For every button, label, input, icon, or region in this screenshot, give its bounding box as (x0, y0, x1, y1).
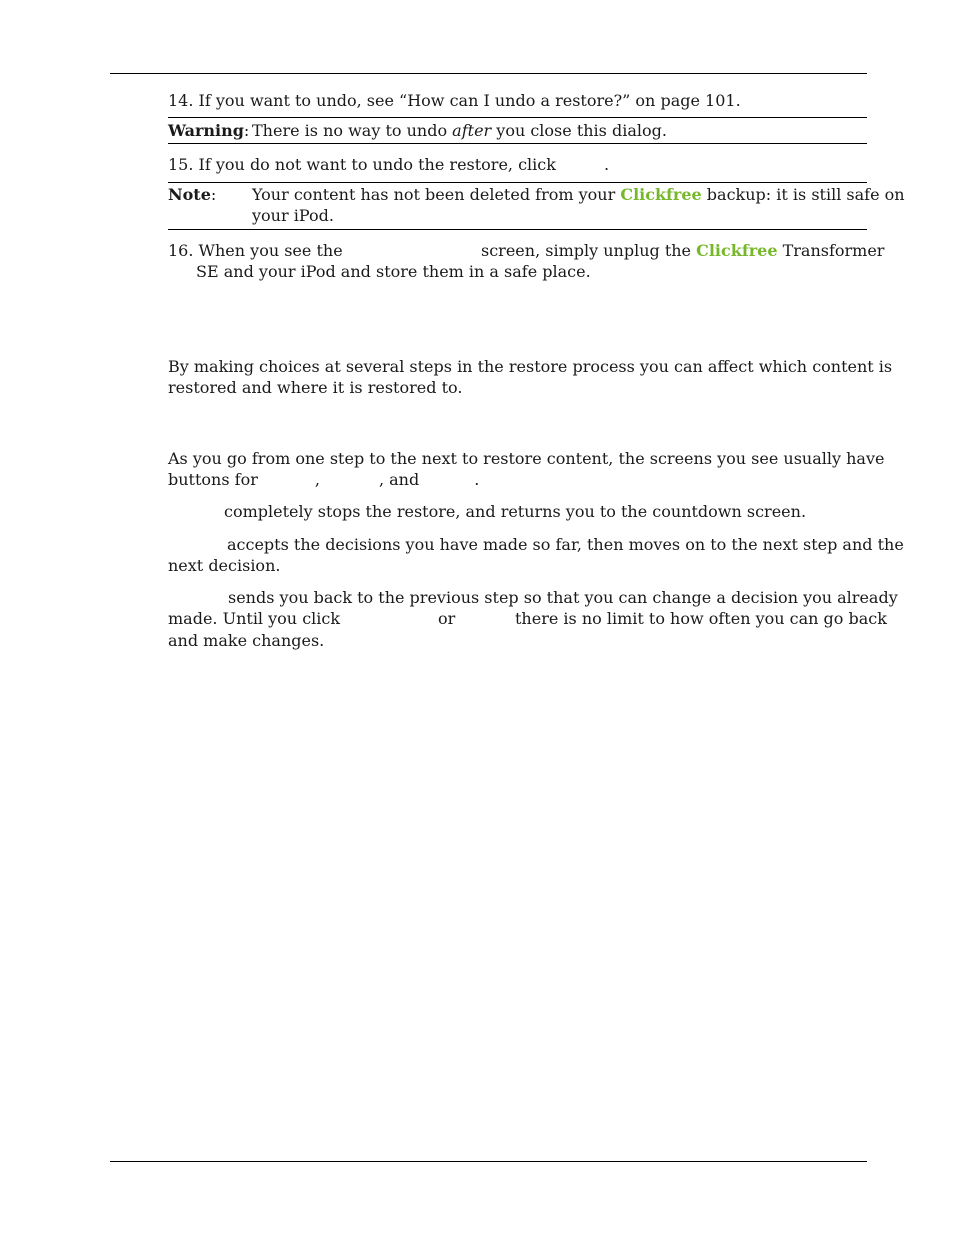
paragraph-line: restored and where it is restored to. (168, 378, 463, 397)
header-rule (110, 73, 867, 74)
item-text-pre: When you see the (198, 241, 343, 260)
paragraph-line: next decision. (168, 556, 281, 575)
warning-colon: : (243, 121, 250, 140)
text-segment: . (474, 470, 480, 489)
list-item-15 (168, 154, 609, 175)
warning-callout (168, 120, 249, 141)
paragraph-line: completely stops the restore, and returns you to the countdown screen. (224, 502, 807, 521)
list-item-16 (168, 240, 343, 261)
paragraph-line: By making choices at several steps in the restore process you can affect which content is (168, 357, 893, 376)
text-segment: , (314, 470, 320, 489)
paragraph-line: there is no limit to how often you can go back (515, 609, 887, 628)
paragraph-line: made. Until you click (168, 609, 341, 628)
note-bottom-rule (168, 229, 867, 230)
note-callout (168, 184, 216, 205)
note-label: Note (168, 185, 211, 204)
item-text-mid: screen, simply unplug the (481, 241, 697, 260)
warning-top-rule (168, 117, 867, 118)
paragraph-line: and make changes. (168, 631, 325, 650)
item-text-post: Transformer (777, 241, 885, 260)
item-end: . (603, 155, 610, 174)
note-text-line2: your iPod. (252, 206, 334, 225)
text-segment: buttons for (168, 470, 258, 489)
warning-label: Warning (168, 121, 244, 140)
paragraph-line: As you go from one step to the next to restore content, the screens you see usually have (168, 449, 885, 468)
brand-name: Clickfree (620, 185, 702, 204)
list-item-14 (168, 90, 741, 111)
footer-rule (110, 1161, 867, 1162)
warning-text-post: you close this dialog. (491, 121, 667, 140)
note-text-line1 (252, 184, 905, 205)
note-text-pre: Your content has not been deleted from your (252, 185, 621, 204)
brand-name: Clickfree (696, 241, 778, 260)
item-number: 15. (168, 155, 194, 174)
item-number: 14. (168, 91, 194, 110)
note-top-rule (168, 182, 867, 183)
warning-bottom-rule (168, 143, 867, 144)
paragraph-line: sends you back to the previous step so that you can change a decision you already (228, 588, 898, 607)
note-colon: : (210, 185, 217, 204)
item-text: If you do not want to undo the restore, click (198, 155, 556, 174)
text-segment: , and (378, 470, 420, 489)
item-16-continued (481, 240, 884, 261)
warning-text-pre: There is no way to undo (252, 121, 453, 140)
warning-text (252, 120, 667, 141)
item-number: 16. (168, 241, 194, 260)
item-text: If you want to undo, see “How can I undo a restore?” on page 101. (198, 91, 741, 110)
warning-emphasis: after (452, 121, 492, 140)
paragraph-line (168, 469, 479, 490)
item-16-line2: SE and your iPod and store them in a safe place. (196, 262, 591, 281)
note-text-post: backup: it is still safe on (701, 185, 905, 204)
paragraph-line: accepts the decisions you have made so far, then moves on to the next step and the (227, 535, 904, 554)
paragraph-line: or (438, 609, 456, 628)
